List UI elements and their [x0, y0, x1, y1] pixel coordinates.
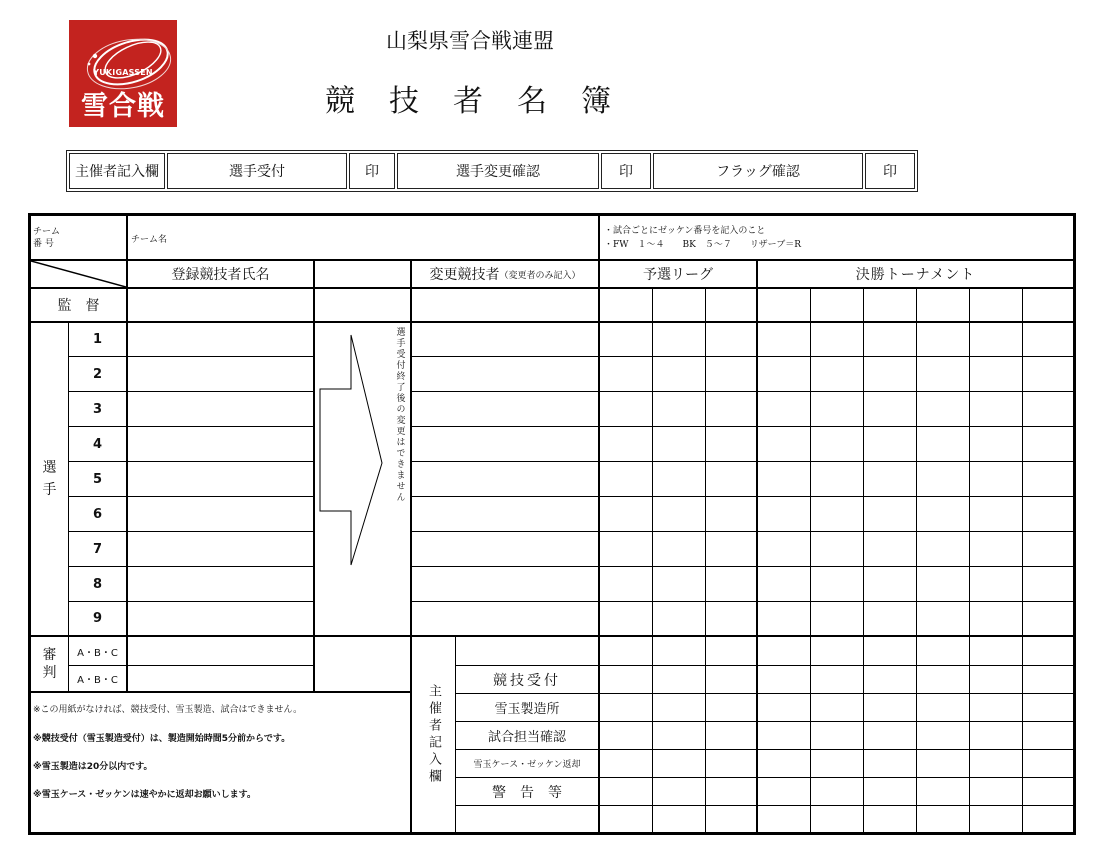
player-number-1: 1 [92, 332, 103, 347]
organization-name: 山梨県雪合戦連盟 [386, 29, 554, 53]
player-number-6: 6 [92, 506, 103, 522]
organizer-section-label: 主催者記入欄 [426, 683, 441, 786]
organizer-item-case-bib-return: 雪玉ケース・ゼッケン返却 [473, 760, 581, 770]
player-number-7: 7 [92, 541, 103, 557]
organizer-item-match-officer-confirm: 試合担当確認 [487, 730, 566, 745]
seal-box-1[interactable]: 印 [349, 153, 395, 189]
logo-japanese-text: 雪合戦 [81, 91, 165, 122]
player-reception-field[interactable]: 選手受付 [167, 153, 347, 189]
player-number-5: 5 [92, 471, 103, 487]
seal-box-3[interactable]: 印 [865, 153, 915, 189]
flag-confirm-field[interactable]: フラッグ確認 [653, 153, 863, 189]
referee-label: 審 判 [42, 647, 57, 681]
player-number-9: 9 [92, 611, 103, 626]
instruction-line-2: ・FW １～４ BK ５～７ リザーブ＝R [604, 240, 801, 250]
note-4: ※雪玉ケース・ゼッケンは速やかに返却お願いします。 [33, 790, 256, 800]
player-change-confirm-field[interactable]: 選手変更確認 [397, 153, 599, 189]
player-number-4: 4 [92, 436, 103, 452]
players-label: 選 手 [42, 460, 57, 498]
manager-name-field[interactable] [128, 289, 313, 321]
referee-row-1: A・B・C [77, 647, 118, 659]
instruction-line-1: ・試合ごとにゼッケン番号を記入のこと [604, 226, 766, 236]
team-name-field[interactable] [131, 218, 595, 258]
organizer-item-snowball-factory: 雪玉製造所 [494, 702, 560, 717]
seal-box-2[interactable]: 印 [601, 153, 651, 189]
player-number-3: 3 [92, 401, 103, 417]
organizer-item-competition-reception: 競技受付 [493, 672, 561, 689]
receipt-label: 主催者記入欄 [69, 153, 165, 189]
logo-english-text: YUKIGASSEN [93, 68, 153, 77]
player-number-8: 8 [92, 576, 103, 592]
team-number-label: チーム 番 号 [33, 227, 61, 249]
changed-competitors-header [412, 261, 598, 287]
note-3: ※雪玉製造は20分以内です。 [33, 762, 153, 772]
note-1: ※この用紙がなければ、競技受付、雪玉製造、試合はできません。 [33, 705, 303, 715]
changed-competitors-note: （変更者のみ記入） [499, 270, 581, 281]
no-changes-notice: 選手受付終了後の変更はできません [394, 327, 405, 503]
referee-row-2: A・B・C [77, 675, 118, 686]
corner-diagonal [31, 261, 126, 287]
instructions [604, 224, 801, 252]
organizer-receipt-box [66, 150, 918, 192]
organizer-item-warnings: 警 告 等 [492, 784, 562, 801]
roster-form [28, 213, 1076, 835]
yukigassen-logo [69, 20, 177, 127]
player-number-2: 2 [92, 366, 103, 382]
registered-competitors-header: 登録競技者氏名 [171, 267, 270, 283]
note-2: ※競技受付（雪玉製造受付）は、製造開始時間5分前からです。 [33, 734, 291, 744]
changed-competitors-title: 変更競技者 [429, 267, 500, 283]
preliminary-league-header: 予選リーグ [643, 267, 713, 283]
team-name-label: チーム名 [131, 234, 168, 245]
final-tournament-header: 決勝トーナメント [855, 267, 976, 283]
manager-label: 監 督 [57, 298, 100, 314]
document-title: 競技者名簿 [325, 84, 645, 119]
